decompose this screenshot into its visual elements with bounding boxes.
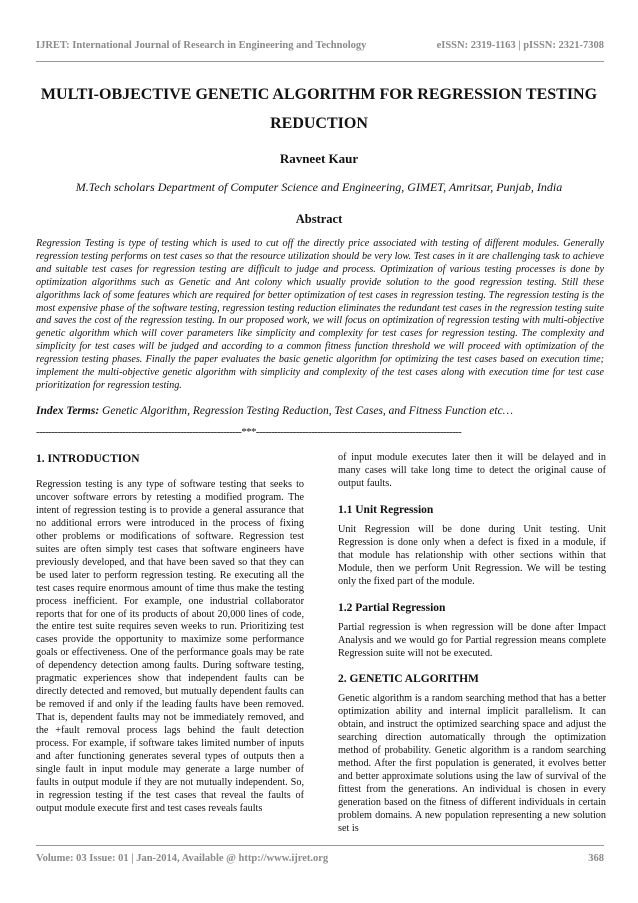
page-number: 368 [588, 853, 604, 864]
header-rule [36, 61, 604, 62]
partial-regression-text: Partial regression is when regression will be done after Impact Analysis and we would go for Partial regression means complete Regression suite will not be executed. [338, 621, 606, 659]
author-name: Ravneet Kaur [279, 151, 359, 166]
abstract-heading: Abstract [295, 212, 343, 226]
volume-info: Volume: 03 Issue: 01 | Jan-2014, Available @ http://www.ijret.org [36, 853, 329, 864]
index-terms [36, 405, 604, 417]
partial-regression-heading: 1.2 Partial Regression [338, 601, 446, 614]
index-terms-text: Genetic Algorithm, Regression Testing Reduction, Test Cases, and Fitness Function etc… [102, 405, 513, 417]
issn-info: eISSN: 2319-1163 | pISSN: 2321-7308 [436, 40, 604, 51]
paper-title: MULTI-OBJECTIVE GENETIC ALGORITHM FOR REGRESSION TESTING REDUCTION [40, 86, 598, 132]
running-footer [36, 853, 604, 864]
abstract-text: Regression Testing is type of testing which is used to cut off the directly price associated with testing of different modules. Generally regression testing performs on test cases so that the resource utilization should be very low. Test cases in it are challenging task to achieve and suitable test cases for regression testing are difficult to judge and process. Optimization of various testing processes is done by optimization algorithms such as Genetic and Ant colony which usually provide solution to the good regression testing. Still these algorithms lack of some features which are required for better optimization of test cases in regression testing. The regression testing is the most expensive phase of the software testing, regression testing reduction eliminates the redundant test cases in the regression testing suite and saves the cost of the regression testing. In our proposed work, we will focus on optimization of regression testing with multi-objective genetic algorithm which will cover parameters like simplicity and complexity for test cases for regression testing. The complexity and simplicity for test cases will be judged and according to a common fitness function threshold we will proceed with optimization of the regression testing phases. Finally the paper evaluates the basic genetic algorithm for optimizing the test cases based on execution time; implement the multi-objective genetic algorithm with simplicity and complexity of the test cases along with execution time for test case prioritization for regression testing. [36, 238, 604, 391]
unit-regression-text: Unit Regression will be done during Unit testing. Unit Regression is done only when a defect is fixed in a module, if that module has relationship with other sections within that Module, then we perform Unit Regression. We will be testing only the fixed part of the module. [338, 523, 606, 587]
author-affiliation: M.Tech scholars Department of Computer Science and Engineering, GIMET, Amritsar, Punjab, India [75, 180, 563, 194]
intro-text: Regression testing is any type of software testing that seeks to uncover software errors by retesting a modified program. The intent of regression testing is to provide a general assurance that no additional errors were introduced in the process of fixing other problems or modifications of software. Regression test suites are often simply test cases that software engineers have previously developed, and that have been saved so that they can be used later to perform regression testing. Re executing all the test cases require enormous amount of time thus make the testing process inefficient. For example, one industrial collaborator reports that for one of its products of about 20,000 lines of code, the entire test suite requires seven weeks to run. Prioritizing test cases provide the opportunity to maximize some performance goals or effectiveness. One of the performance goals may be rate of dependency detection among faults. During software testing, pragmatic experiences show that independent faults can be directly detected and removed, but mutually dependent faults can be removed if and only if the leading faults have been removed. That is, dependent faults may not be immediately removed, and the +fault removal process lags behind the fault detection process. For example, if software takes limited number of inputs and after functioning generates several types of outputs then a single fault in input module may generate a large number of faults in output module if they are not mutually independent. So, in regression testing if the test cases that reveal the faults of output module execute first and test cases reveals faults [36, 479, 304, 814]
footer-rule [36, 845, 604, 846]
section-separator: -------------------------------------------------------------------***------------------------------------------------------------------- [36, 426, 462, 438]
running-header [36, 40, 604, 51]
journal-name: IJRET: International Journal of Research in Engineering and Technology [36, 40, 367, 51]
intro-continuation: of input module executes later then it will be delayed and in many cases will take long time to detect the original cause of output faults. [338, 452, 606, 489]
genetic-algorithm-text: Genetic algorithm is a random searching method that has a better optimization ability and internal implicit parallelism. It can obtain, and instruct the optimized searching space and adjust the searching direction automatically through the optimization method of probability. Genetic algorithm is a random searching method. After the first population is generated, it evolves better and better approximate solutions using the law of survival of the fittest from the generations. An individual is chosen in every generation based on the fitness of different individuals in certain problem domains. A new population representing a new solution set is [338, 693, 606, 835]
genetic-algorithm-heading: 2. GENETIC ALGORITHM [338, 673, 479, 686]
unit-regression-heading: 1.1 Unit Regression [338, 503, 434, 516]
right-column [338, 452, 606, 836]
left-column [36, 452, 304, 816]
index-terms-label: Index Terms: [36, 405, 100, 417]
intro-heading: 1. INTRODUCTION [36, 453, 140, 465]
